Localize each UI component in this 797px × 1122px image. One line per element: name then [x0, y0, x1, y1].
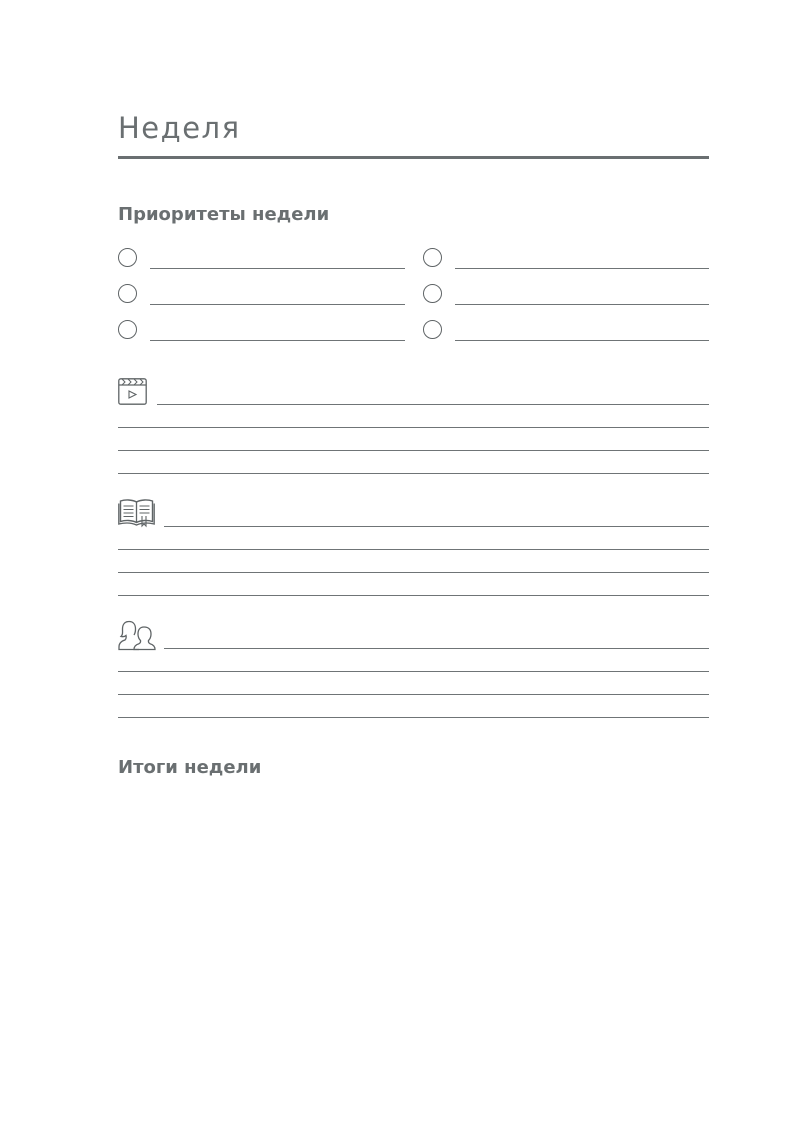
note-line[interactable]: [118, 671, 709, 672]
open-book-icon: [118, 498, 155, 527]
title-divider: [118, 156, 709, 159]
note-line[interactable]: [164, 648, 709, 649]
priority-checkbox[interactable]: [423, 320, 442, 339]
page-title: Неделя: [118, 111, 241, 145]
priority-line[interactable]: [150, 340, 405, 341]
priority-line[interactable]: [455, 268, 709, 269]
note-line[interactable]: [118, 427, 709, 428]
priority-checkbox[interactable]: [118, 320, 137, 339]
people-icon: [118, 620, 156, 651]
note-line[interactable]: [118, 717, 709, 718]
summary-heading: Итоги недели: [118, 757, 262, 778]
priority-line[interactable]: [150, 304, 405, 305]
note-line[interactable]: [118, 694, 709, 695]
priority-checkbox[interactable]: [118, 284, 137, 303]
note-line[interactable]: [118, 595, 709, 596]
note-line[interactable]: [164, 526, 709, 527]
priority-line[interactable]: [455, 304, 709, 305]
note-line[interactable]: [157, 404, 709, 405]
priority-checkbox[interactable]: [423, 284, 442, 303]
priority-checkbox[interactable]: [423, 248, 442, 267]
priority-checkbox[interactable]: [118, 248, 137, 267]
film-clapper-icon: [118, 378, 147, 405]
note-line[interactable]: [118, 572, 709, 573]
priority-line[interactable]: [455, 340, 709, 341]
summary-area[interactable]: [118, 790, 709, 1050]
priority-line[interactable]: [150, 268, 405, 269]
note-line[interactable]: [118, 473, 709, 474]
priorities-heading: Приоритеты недели: [118, 204, 330, 225]
note-line[interactable]: [118, 549, 709, 550]
note-line[interactable]: [118, 450, 709, 451]
